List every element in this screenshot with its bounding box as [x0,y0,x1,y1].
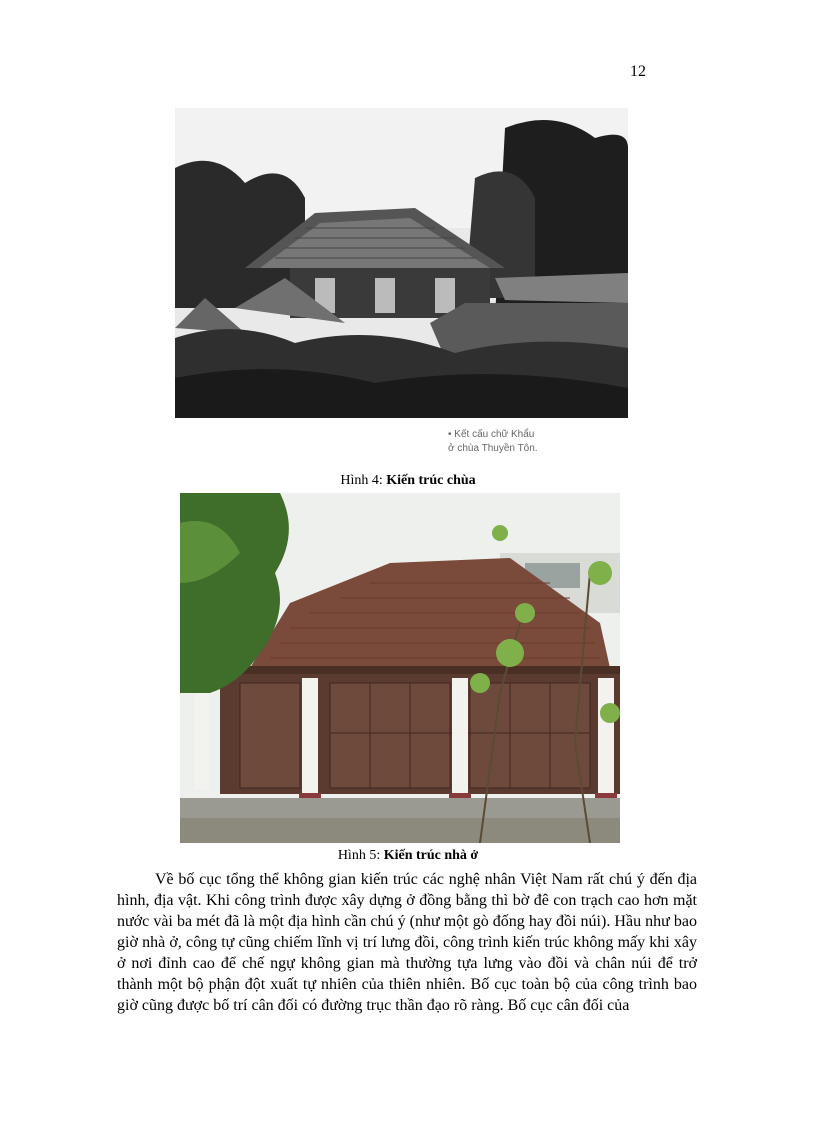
figure-4-caption [0,473,816,489]
body-paragraph: Về bố cục tổng thể không gian kiến trúc các nghệ nhân Việt Nam rất chú ý đến địa hình, địa vật. Khi công trình được xây dựng ở đồng bằng thì bờ đê con trạch cao hơn mặt nước vài ba mét đã là một địa hình cần chú ý (như một gò đống hay đồi núi). Hầu như bao giờ nhà ở, công tự cũng chiếm lĩnh vị trí lưng đồi, công trình kiến trúc không mấy khi xây ở nơi đỉnh cao để chế ngự không gian mà thường tựa lưng vào đồi và chân núi để trở thành một bộ phận đột xuất tự nhiên của thiên nhiên. Bố cục toàn bộ của công trình bao giờ cũng được bố trí cân đối có đường trục thần đạo rõ ràng. Bố cục cân đối của [117,871,697,1014]
temple-photo [175,108,628,418]
page-number: 12 [630,63,646,80]
figure-title: Kiến trúc nhà ở [383,848,479,863]
photo-inset-caption [448,428,578,456]
figure-label: Hình 4: [340,473,387,488]
figure-5-caption [0,848,816,864]
body-text [117,869,697,1016]
figure-title: Kiến trúc chùa [386,473,476,488]
house-photo [180,493,620,843]
photo-caption-line: ở chùa Thuyền Tôn. [448,443,538,454]
photo-caption-line: • Kết cấu chữ Khẩu [448,429,535,440]
figure-label: Hình 5: [337,848,384,863]
